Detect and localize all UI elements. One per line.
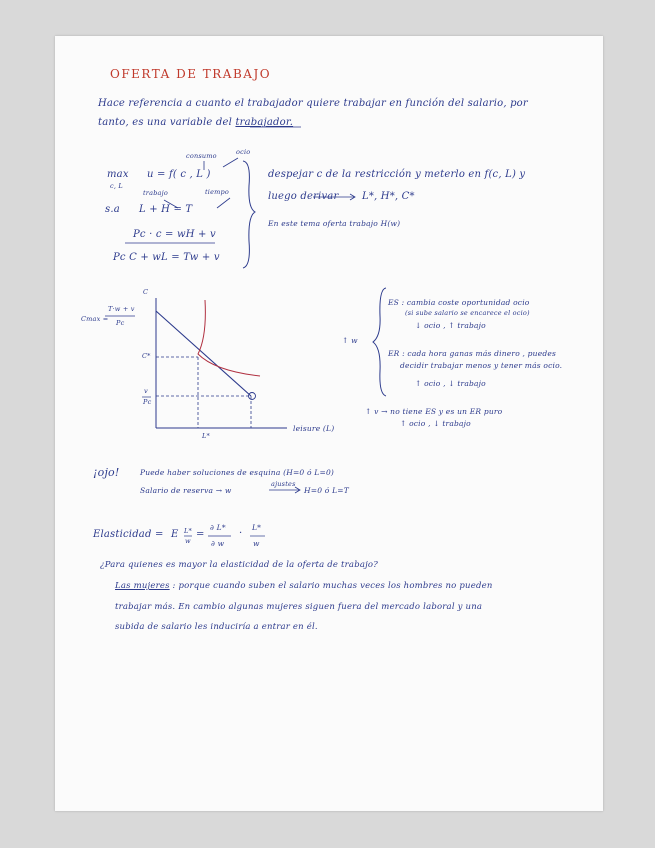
intro-keyword: trabajador. [235,117,294,128]
elasticity-ratio-num: L* [252,523,262,532]
max-label: max [107,169,129,180]
er-line-2: decidir trabajar menos y tener más ocio. [400,361,563,370]
es-line-3: ↓ ocio , ↑ trabajo [415,321,486,330]
v-effect-line-2: ↑ ocio , ↓ trabajo [400,419,471,428]
answer-line-1-text: : porque cuando suben el salario muchas veces los hombres no pueden [172,581,493,591]
arrow-ocio [223,158,238,167]
step-line-2-prefix: luego derivar [268,191,339,202]
budget-line [156,311,251,396]
c-star-label: C* [142,352,151,360]
choice-vars: c, L [110,182,123,190]
page-title: OFERTA DE TRABAJO [110,67,272,81]
cmax-numerator: T·w + v [108,305,135,313]
constraint-budget: Pc · c = wH + v [133,229,216,240]
step-line-3: En este tema oferta trabajo H(w) [268,219,401,228]
v-denominator: Pc [143,398,152,406]
elasticity-sub-top: L* [184,527,192,535]
elasticity-deriv-num: ∂ L* [210,523,226,532]
intro-line-1: Hace referencia a cuanto el trabajador quiere trabajar en función del salario, por [98,98,528,109]
elasticity-sub-bottom: w [185,537,191,545]
question-line: ¿Para quienes es mayor la elasticidad de la oferta de trabajo? [100,560,379,570]
es-line-2: (si sube salario se encarece el ocio) [405,309,530,317]
er-line-3: ↑ ocio , ↓ trabajo [415,379,486,388]
step-line-1: despejar c de la restricción y meterlo en f(c, L) y [268,169,526,180]
intro-line-2 [98,117,293,128]
wage-up-label: ↑ w [342,336,358,345]
ojo-arrow-label: ajustes [271,480,296,488]
label-trabajo: trabajo [143,189,168,197]
label-consumo: consumo [186,152,217,160]
answer-line-1 [115,582,493,591]
intro-line-2-prefix: tanto, es una variable del [98,117,233,128]
ojo-line-1: Puede haber soluciones de esquina (H=0 ó L=0) [140,468,335,477]
answer-line-3: subida de salario les induciría a entrar en él. [115,622,318,632]
ojo-label: ¡ojo! [93,466,120,479]
constraint-full: Pc C + wL = Tw + v [113,252,220,263]
l-star-label: L* [202,432,210,440]
es-line-1: ES : cambia coste oportunidad ocio [388,298,530,307]
step-line-2-result: L*, H*, C* [362,191,415,202]
elasticity-equals: = [196,529,205,540]
cmax-denominator: Pc [116,319,125,327]
answer-line-2: trabajar más. En cambio algunas mujeres siguen fuera del mercado laboral y una [115,602,483,612]
brace-problem [243,161,255,268]
label-tiempo: tiempo [205,188,229,196]
brace-effects [373,288,386,396]
y-axis-label: C [143,288,149,296]
elasticity-dot: · [239,528,243,539]
ojo-line-2-prefix: Salario de reserva → w [140,486,232,495]
elasticity-symbol: E [171,529,179,540]
ojo-line-2-suffix: H=0 ó L=T [304,486,349,495]
v-effect-line-1: ↑ v → no tiene ES y es un ER puro [365,407,503,416]
v-numerator: v [144,387,148,395]
elasticity-deriv-den: ∂ w [211,539,225,548]
subject-to: s.a [105,204,120,215]
indifference-curve [198,300,260,376]
label-ocio: ocio [236,148,251,156]
cmax-label: Cmax = [81,315,109,323]
er-line-1: ER : cada hora ganas más dinero , puedes [388,349,557,358]
elasticity-ratio-den: w [253,539,260,548]
objective-function: u = f( c , L ) [147,169,211,180]
x-axis-label: leisure (L) [293,424,335,433]
answer-keyword: Las mujeres [115,581,170,591]
endowment-point [249,393,256,400]
notebook-page [55,36,603,811]
constraint-time: L + H = T [139,204,193,215]
elasticity-label: Elasticidad = [93,529,164,540]
arrow-tiempo [217,198,230,208]
